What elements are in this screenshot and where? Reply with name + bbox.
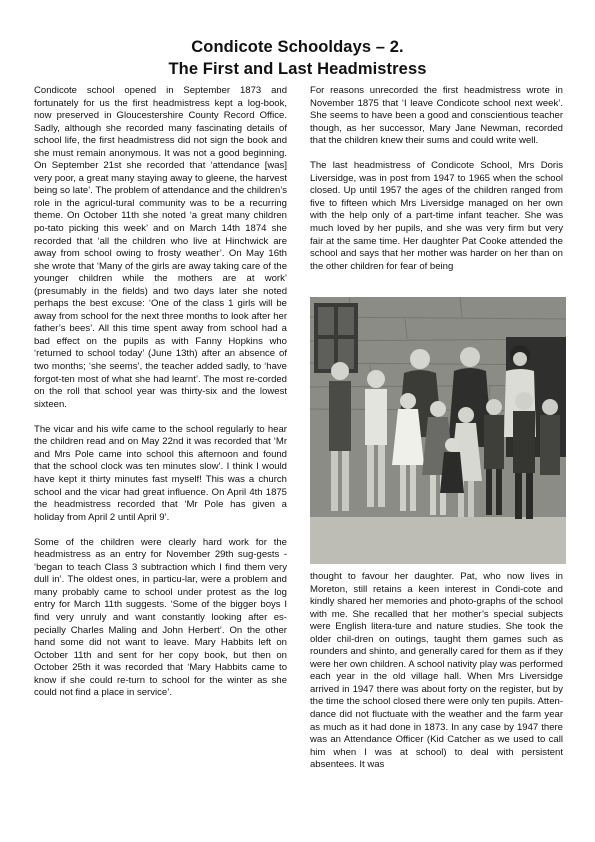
title-line-1: Condicote Schooldays – 2.: [191, 38, 404, 56]
paragraph: For reasons unrecorded the first headmistress wrote in November 1875 that ‘I leave Condicote school next week’. She seems to have been a good and conscientious teacher though, as her successor, Mary Jane Newman, recorded that the children knew their sums and could write well.: [310, 85, 563, 147]
paragraph: Condicote school opened in September 1873 and fortunately for us the first headmistress kept a log-book, now preserved in Gloucestershire County Record Office. Sadly, although she recorded many fascinating details of school life, the first headmistress did not sign the book and she must remain anonymous. It was not a good beginning. On September 21st she recorded that ‘attendance [was] very poor, a great many staying away to gleene, the harvest being so late’. The problem of attendance and the children’s role in the agricul-tural community was to be a recurring theme. On October 11th she noted ‘a great many children po-tato picking this week’ and on March 14th 1874 she recorded that ‘all the children who live at Hinchwick are away from school owing to frosty weather’. On May 16th she wrote that ‘Many of the girls are away taking care of the younger children while the mothers are at work’ (presumably in the fields) and two days later she noted perhaps the best excuse: ‘One of the class 1 girls will be away from school for the next three months to look after her father’s bees’. All this time spent away from school had a bad effect on the pupils as with Fanny Hopkins who ‘returned to school today’ (June 13th) after an absence of two months; ‘she seems’, the teacher added sadly, to ‘have forgot-ten most of what she had learnt’. The most re-corded on the roll that school year was thirty-six and the lowest sixteen.: [34, 85, 287, 410]
title-line-2: The First and Last Headmistress: [168, 60, 427, 78]
paragraph: Some of the children were clearly hard work for the headmistress as an entry for November 29th sug-gests - ‘began to teach Class 3 subtraction which I find them very dull in’. The oldest ones, in particu-lar, were a problem and many probably came to school under protest as the log entry for March 11th suggests. ‘Some of the bigger boys I find very unruly and want constantly looking after es-pecially Charles Maling and John Herbert’. On the other hand some did not want to leave. Mary Habbits left on October 11th and sent for her copy book, but then on October 25th it was recorded that ‘Mary Habbits came to know if she could re-turn to school for the winter as she could not find a place in service’.: [34, 536, 287, 699]
right-column: [310, 85, 563, 286]
paragraph: thought to favour her daughter. Pat, who now lives in Moreton, still retains a keen interest in Condi-cote and kindly shared her memories and photo-graphs of the school with me. She recalled that her mother’s special subjects were English litera-ture and nature studies. She took the older chil-dren on outings, taught them games such as rounders and shinto, and generally cared for them as if they were her own children. A school nativity play was performed each year in the old village hall. When Mrs Liversidge arrived in 1947 there was about forty on the register, but by the time the school closed there were only ten pupils. Atten-dance did not fluctuate with the weather and the farm year as much as it had done in 1873. In any case by 1947 there was an Attendance Officer (Kid Catcher as we used to call him when I was at school) to deal with persistent absentees. It was: [310, 571, 563, 771]
left-column: [34, 85, 287, 712]
article-title: [0, 36, 595, 80]
paragraph: The last headmistress of Condicote School, Mrs Doris Liversidge, was in post from 1947 to 1965 when the school closed. Up until 1957 the ages of the children ranged from five to fifteen which Mrs Liversidge managed on her own with the help only of a part-time infant teacher. She was much loved by her pupils, and she was very firm but very fair at the same time. Her daughter Pat Cooke attended the school and says that her mother was harder on her than on the other children for fear of being: [310, 160, 563, 272]
school-group-photo: [310, 297, 566, 564]
right-column-continued: [310, 571, 563, 772]
photo-illustration: [310, 297, 566, 564]
paragraph: The vicar and his wife came to the school regularly to hear the children read and on May 22nd it was recorded that ‘Mr and Mrs Pole came into school this afternoon and found that the school clock was ten minutes slow’. I think I would have kept it thirty minutes fast myself! This was a church school and the vicar had great influence. On April 4th 1875 the headmistress recorded that ‘Mr Pole has given a holiday from April 2 until April 9’.: [34, 423, 287, 523]
